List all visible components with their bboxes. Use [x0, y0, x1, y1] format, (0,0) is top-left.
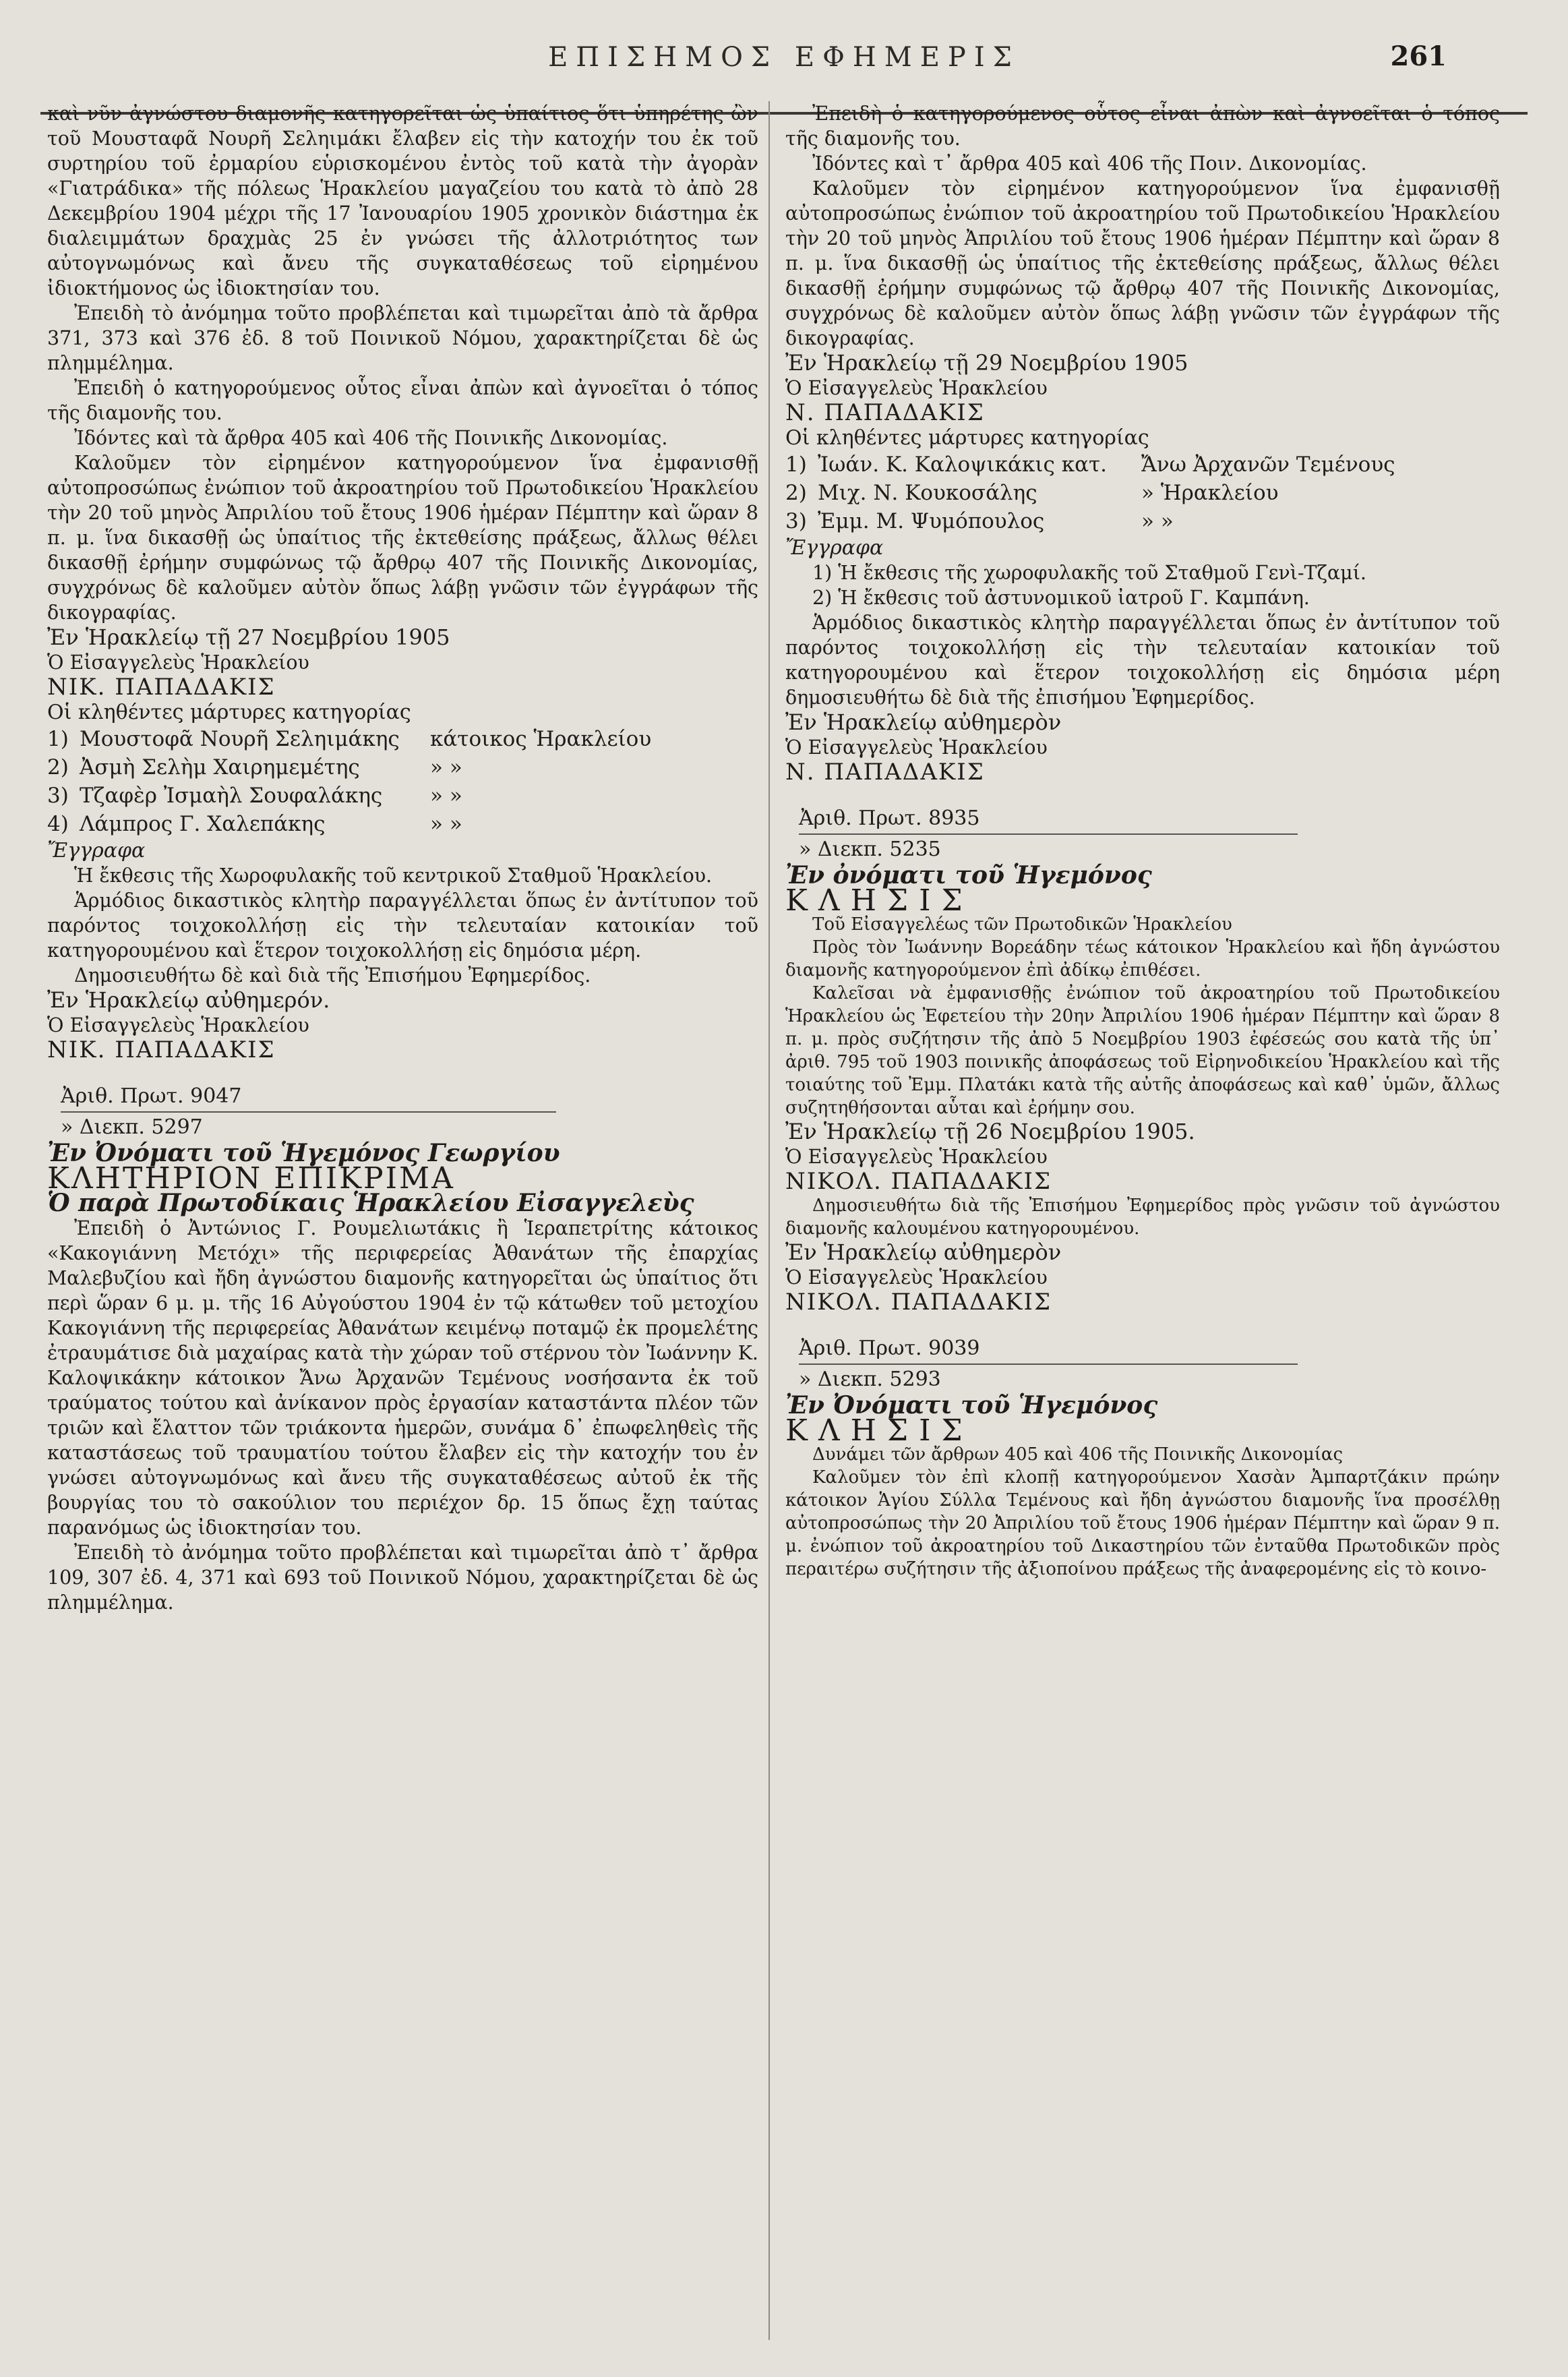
paragraph: Δημοσιευθήτω διὰ τῆς Ἐπισήμου Ἐφημερίδος πρὸς γνῶσιν τοῦ ἀγνώστου διαμονῆς καλουμένου κατηγορουμένου.: [785, 1196, 1500, 1239]
divider: [799, 833, 1298, 835]
signature-title: Ὁ Εἰσαγγελεὺς Ἡρακλείου: [785, 1266, 1048, 1289]
signature-name: ΝΙΚ. ΠΑΠΑΔΑΚΙΣ: [47, 1036, 276, 1063]
witness-row: 3) Τζαφὲρ Ἰσμαὴλ Σουφαλάκης » »: [47, 784, 462, 808]
right-column: [785, 101, 1500, 1581]
dispatch-number: » Διεκπ. 5235: [799, 838, 941, 861]
witness-row: 4) Λάμπρος Γ. Χαλεπάκης » »: [47, 812, 462, 836]
signature-title: Ὁ Εἰσαγγελεὺς Ἡρακλείου: [785, 1146, 1048, 1168]
signature-title: Ὁ Εἰσαγγελεὺς Ἡρακλείου: [785, 377, 1048, 399]
protocol-number: Ἀριθ. Πρωτ. 9047: [61, 1084, 242, 1108]
divider: [799, 1363, 1298, 1365]
dispatch-number: » Διεκπ. 5293: [799, 1368, 941, 1391]
section-title: Ἐν Ὀνόματι τοῦ Ἡγεμόνος: [785, 1391, 1158, 1419]
signature-title: Ὁ Εἰσαγγελεὺς Ἡρακλείου: [47, 1014, 309, 1036]
paragraph: Ἐπειδὴ τὸ ἀνόμημα τοῦτο προβλέπεται καὶ τιμωρεῖται ἀπὸ τὰ ἄρθρα 371, 373 καὶ 376 ἐδ. 8 τοῦ Ποινικοῦ Νόμου, χαρακτηρίζεται δὲ ὡς πλημμέλημα.: [47, 302, 758, 374]
paragraph: Τοῦ Εἰσαγγελέως τῶν Πρωτοδικῶν Ἡρακλείου: [812, 914, 1232, 935]
witness-row: 2) Μιχ. Ν. Κουκοσάλης » Ἡρακλείου: [785, 481, 1279, 505]
paragraph: Δημοσιευθήτω δὲ καὶ διὰ τῆς Ἐπισήμου Ἐφημερίδος.: [74, 964, 591, 987]
signature-name: ΝΙΚΟΛ. ΠΑΠΑΔΑΚΙΣ: [785, 1168, 1052, 1195]
documents-heading: Ἔγγραφα: [47, 839, 146, 862]
page-number: 261: [1390, 40, 1447, 72]
paragraph: Δυνάμει τῶν ἄρθρων 405 καὶ 406 τῆς Ποινικῆς Δικονομίας: [812, 1444, 1344, 1465]
place-date: Ἐν Ἡρακλείῳ αὐθημερὸν: [785, 1239, 1062, 1265]
paragraph: Ἡ ἔκθεσις τῆς Χωροφυλακῆς τοῦ κεντρικοῦ Σταθμοῦ Ἡρακλείου.: [74, 864, 713, 887]
witness-row: 2) Ἀσμὴ Σελὴμ Χαιρημεμέτης » »: [47, 755, 462, 780]
witness-row: 3) Ἐμμ. Μ. Ψυμόπουλος » »: [785, 509, 1174, 533]
witnesses-heading: Οἱ κληθέντες μάρτυρες κατηγορίας: [47, 701, 411, 724]
section-title: Ἐν Ὀνόματι τοῦ Ἡγεμόνος Γεωργίου: [47, 1139, 560, 1167]
section-title: Ὁ παρὰ Πρωτοδίκαις Ἡρακλείου Εἰσαγγελεὺς: [47, 1189, 694, 1217]
document-item: 1) Ἡ ἔκθεσις τῆς χωροφυλακῆς τοῦ Σταθμοῦ Γενὶ-Τζαμί.: [812, 562, 1366, 584]
dispatch-number: » Διεκπ. 5297: [61, 1115, 203, 1139]
signature-title: Ὁ Εἰσαγγελεὺς Ἡρακλείου: [785, 736, 1048, 759]
paragraph: Ἁρμόδιος δικαστικὸς κλητὴρ παραγγέλλεται ὅπως ἐν ἀντίτυπον τοῦ παρόντος τοιχοκολλήσῃ εἰς τὴν τελευταίαν κατοικίαν τοῦ κατηγορουμένου καὶ ἕτερον τοιχοκολλήσῃ εἰς δημόσια μέρη δημοσιευθήτω δὲ διὰ τῆς ἐπισήμου Ἐφημερίδος.: [785, 612, 1500, 709]
paragraph: Ἐπειδὴ τὸ ἀνόμημα τοῦτο προβλέπεται καὶ τιμωρεῖται ἀπὸ τ᾽ ἄρθρα 109, 307 ἐδ. 4, 371 καὶ 693 τοῦ Ποινικοῦ Νόμου, χαρακτηρίζεται δὲ ὡς πλημμέλημα.: [47, 1542, 758, 1614]
protocol-number: Ἀριθ. Πρωτ. 8935: [799, 806, 980, 830]
protocol-numbers: [61, 1083, 758, 1141]
section-title: ΚΛΗΣΙΣ: [785, 1413, 973, 1448]
witness-list: [785, 450, 1500, 535]
place-date: Ἐν Ἡρακλείῳ τῇ 26 Νοεμβρίου 1905.: [785, 1119, 1195, 1144]
signature-name: ΝΙΚΟΛ. ΠΑΠΑΔΑΚΙΣ: [785, 1289, 1052, 1316]
protocol-number: Ἀριθ. Πρωτ. 9039: [799, 1337, 980, 1360]
page-header: [0, 39, 1568, 86]
summons-block: [785, 1443, 1500, 1581]
paragraph: Ἰδόντες καὶ τὰ ἄρθρα 405 καὶ 406 τῆς Ποινικῆς Δικονομίας.: [74, 427, 668, 449]
signature-name: ΝΙΚ. ΠΑΠΑΔΑΚΙΣ: [47, 674, 276, 701]
paragraph: Ἰδόντες καὶ τ᾽ ἄρθρα 405 καὶ 406 τῆς Ποιν. Δικονομίας.: [812, 152, 1367, 175]
protocol-numbers: [799, 805, 1500, 863]
divider: [61, 1111, 556, 1113]
signature-title: Ὁ Εἰσαγγελεὺς Ἡρακλείου: [47, 651, 309, 674]
signature-name: Ν. ΠΑΠΑΔΑΚΙΣ: [785, 759, 985, 786]
witnesses-heading: Οἱ κληθέντες μάρτυρες κατηγορίας: [785, 426, 1149, 450]
publication-note: [785, 1194, 1500, 1240]
place-date: Ἐν Ἡρακλείῳ τῇ 27 Νοεμβρίου 1905: [47, 624, 450, 650]
place-date: Ἐν Ἡρακλείῳ αὐθημερόν.: [47, 987, 330, 1013]
witness-row: 1) Μουστοφᾶ Νουρῆ Σεληιμάκης κάτοικος Ἡρακλείου: [47, 727, 652, 751]
paragraph: Ἐπειδὴ ὁ Ἀντώνιος Γ. Ρουμελιωτάκις ἢ Ἱεραπετρίτης κάτοικος «Κακογιάννη Μετόχι» τῆς περιφερείας Ἀθανάτων τῆς ἐπαρχίας Μαλεβυζίου καὶ ἤδη ἀγνώστου διαμονῆς κατηγορεῖται ὡς ὑπαίτιος ὅτι περὶ ὥραν 6 μ. μ. τῆς 16 Αὐγούστου 1904 ἐν τῷ κάτωθεν τοῦ μετοχίου Κακογιάννη τῆς περιφερείας Ἀθανάτων κειμένῳ ποταμῷ ἐκ προμελέτης ἐτραυμάτισε διὰ μαχαίρας κατὰ τὴν χώραν τοῦ στέρνου τὸν Ἰωάννην Κ. Καλοψικάκην κάτοικον Ἄνω Ἀρχανῶν Τεμένους νοσήσαντα ἐκ τοῦ τραύματος τούτου καὶ ἀνίκανον πρὸς ἐργασίαν καταστάντα πλέον τῶν τριῶν καὶ ἔλαττον τῶν τριάκοντα ἡμερῶν, συνάμα δ᾽ ἐπωφεληθεὶς τῆς καταστάσεως τοῦ τραυματίου τούτου ἔλαβεν εἰς τὴν κατοχήν του ἐν γνώσει αὐτογνωμόνως καὶ ἄνευ τῆς συγκαταθέσεως αὐτοῦ ἐκ τῆς βουργίας του τὸ σακούλιον του περιέχον δρ. 15 ὅπως ἔχῃ ταύτας παρανόμως ὡς ἰδιοκτησίαν του.: [47, 1217, 758, 1539]
left-column: [47, 101, 758, 1615]
paragraph: Καλοῦμεν τὸν εἰρημένον κατηγορούμενον ἵνα ἐμφανισθῇ αὐτοπροσώπως ἐνώπιον τοῦ ἀκροατηρίου τοῦ Πρωτοδικείου Ἡρακλείου τὴν 20 τοῦ μηνὸς Ἀπριλίου τοῦ ἔτους 1906 ἡμέραν Πέμπτην καὶ ὥραν 8 π. μ. ἵνα δικασθῇ ὡς ὑπαίτιος τῆς ἐκτεθείσης πράξεως, ἄλλως θέλει δικασθῇ ἐρήμην συμφώνως τῷ ἄρθρῳ 407 τῆς Ποινικῆς Δικονομίας, συγχρόνως δὲ καλοῦμεν αὐτὸν ὅπως λάβῃ γνῶσιν τῶν ἐγγράφων τῆς δικογραφίας.: [785, 177, 1500, 349]
witness-row: 1) Ἰωάν. Κ. Καλοψικάκις κατ. Ἄνω Ἀρχανῶν Τεμένους: [785, 452, 1395, 477]
paragraph: Ἁρμόδιος δικαστικὸς κλητὴρ παραγγέλλεται ὅπως ἐν ἀντίτυπον τοῦ παρόντος τοιχοκολλήσῃ εἰς τὴν τελευταίαν κατοικίαν τοῦ κατηγορουμένου καὶ ἕτερον τοιχοκολλήσῃ εἰς δημόσια μέρη.: [47, 889, 758, 962]
documents-heading: Ἔγγραφα: [785, 536, 884, 560]
newspaper-title: ΕΠΙΣΗΜΟΣ ΕΦΗΜΕΡΙΣ: [548, 42, 1020, 73]
paragraph: Ἐπειδὴ ὁ κατηγορούμενος οὗτος εἶναι ἀπὼν καὶ ἀγνοεῖται ὁ τόπος τῆς διαμονῆς του.: [47, 377, 758, 424]
paragraph: Πρὸς τὸν Ἰωάννην Βορεάδην τέως κάτοικον Ἡρακλείου καὶ ἤδη ἀγνώστου διαμονῆς κατηγορούμενον ἐπὶ ἀδίκῳ ἐπιθέσει.: [785, 937, 1500, 980]
summons-block: [785, 913, 1500, 1119]
column-divider: [768, 101, 770, 2340]
place-date: Ἐν Ἡρακλείῳ τῇ 29 Νοεμβρίου 1905: [785, 350, 1188, 376]
paragraph: Καλοῦμεν τὸν εἰρημένον κατηγορούμενον ἵνα ἐμφανισθῇ αὐτοπροσώπως ἐνώπιον τοῦ ἀκροατηρίου τοῦ Πρωτοδικείου Ἡρακλείου τὴν 20 τοῦ μηνὸς Ἀπριλίου τοῦ ἔτους 1906 ἡμέραν Πέμπτην καὶ ὥραν 8 π. μ. ἵνα δικασθῇ ὡς ὑπαίτιος τῆς ἐκτεθείσης πράξεως, ἄλλως θέλει δικασθῇ ἐρήμην συμφώνως τῷ ἄρθρῳ 407 τῆς Ποινικῆς Δικονομίας, συγχρόνως δὲ καλοῦμεν αὐτὸν ὅπως λάβῃ γνῶσιν τῶν ἐγγράφων τῆς δικογραφίας.: [47, 452, 758, 624]
section-title: Ἐν ὀνόματι τοῦ Ἡγεμόνος: [785, 861, 1152, 889]
section-title: ΚΛΗΤΗΡΙΟΝ ΕΠΙΚΡΙΜΑ: [47, 1161, 455, 1196]
paragraph: Καλεῖσαι νὰ ἐμφανισθῇς ἐνώπιον τοῦ ἀκροατηρίου τοῦ Πρωτοδικείου Ἡρακλείου ὡς Ἐφετείου τὴν 20ην Ἀπριλίου 1906 ἡμέραν Πέμπτην καὶ ὥραν 8 π. μ. πρὸς συζήτησιν τῆς ἀπὸ 5 Νοεμβρίου 1903 ἐφέσεώς σου κατὰ τῆς ὑπ᾽ ἀριθ. 795 τοῦ 1903 ποινικῆς ἀποφάσεως τοῦ Εἰρηνοδικείου Ἡρακλείου καὶ τῆς τοιαύτης τοῦ Ἐμμ. Πλατάκι κατὰ τῆς αὐτῆς ἀποφάσεως καὶ καθ᾽ ὑμῶν, ἄλλως συζητηθήσονται αὗται καὶ ἐρήμην σου.: [785, 983, 1500, 1118]
witness-list: [47, 725, 758, 838]
place-date: Ἐν Ἡρακλείῳ αὐθημερὸν: [785, 709, 1062, 735]
paragraph: καὶ νῦν ἀγνώστου διαμονῆς κατηγορεῖται ὡς ὑπαίτιος ὅτι ὑπηρέτης ὢν τοῦ Μουσταφᾶ Νουρῆ Σεληιμάκι ἔλαβεν εἰς τὴν κατοχήν του ἐκ τοῦ συρτηρίου τοῦ ἐρμαρίου εὑρισκομένου ἐντὸς τοῦ κατὰ τὴν ἀγορὰν «Γιατράδικα» τῆς πόλεως Ἡρακλείου μαγαζείου του κατὰ τὸ ἀπὸ 28 Δεκεμβρίου 1904 μέχρι τῆς 17 Ἰανουαρίου 1905 χρονικὸν διάστημα ἐκ διαλειμμάτων δραχμὰς 25 ἐν γνώσει τῆς ἀλλοτριότητος των αὐτογνωμόνως καὶ ἄνευ τῆς συγκαταθέσεως τοῦ εἰρημένου ἰδιοκτήμονος ὡς ἰδιοκτησίαν του.: [47, 102, 758, 299]
paragraph: Ἐπειδὴ ὁ κατηγορούμενος οὗτος εἶναι ἀπὼν καὶ ἀγνοεῖται ὁ τόπος τῆς διαμονῆς του.: [785, 102, 1500, 150]
document-item: 2) Ἡ ἔκθεσις τοῦ ἀστυνομικοῦ ἰατροῦ Γ. Καμπάνη.: [812, 587, 1310, 609]
paragraph: Καλοῦμεν τὸν ἐπὶ κλοπῇ κατηγορούμενον Χασὰν Ἀμπαρτζάκιν πρώην κάτοικον Ἁγίου Σύλλα Τεμένους καὶ ἤδη ἀγνώστου διαμονῆς ἵνα προσέλθῃ αὐτοπροσώπως τὴν 20 Ἀπριλίου τοῦ ἔτους 1906 ἡμέραν Πέμπτην καὶ ὥραν 9 π. μ. ἐνώπιον τοῦ ἀκροατηρίου τοῦ Δικαστηρίου τῶν ἐνταῦθα Πρωτοδικῶν πρὸς περαιτέρω συζήτησιν τῆς ἀξιοποίνου πράξεως τῆς ἀναφερομένης εἰς τὸ κοινο-: [785, 1467, 1500, 1579]
signature-name: Ν. ΠΑΠΑΔΑΚΙΣ: [785, 399, 985, 426]
protocol-numbers: [799, 1335, 1500, 1393]
section-title: ΚΛΗΣΙΣ: [785, 883, 973, 918]
